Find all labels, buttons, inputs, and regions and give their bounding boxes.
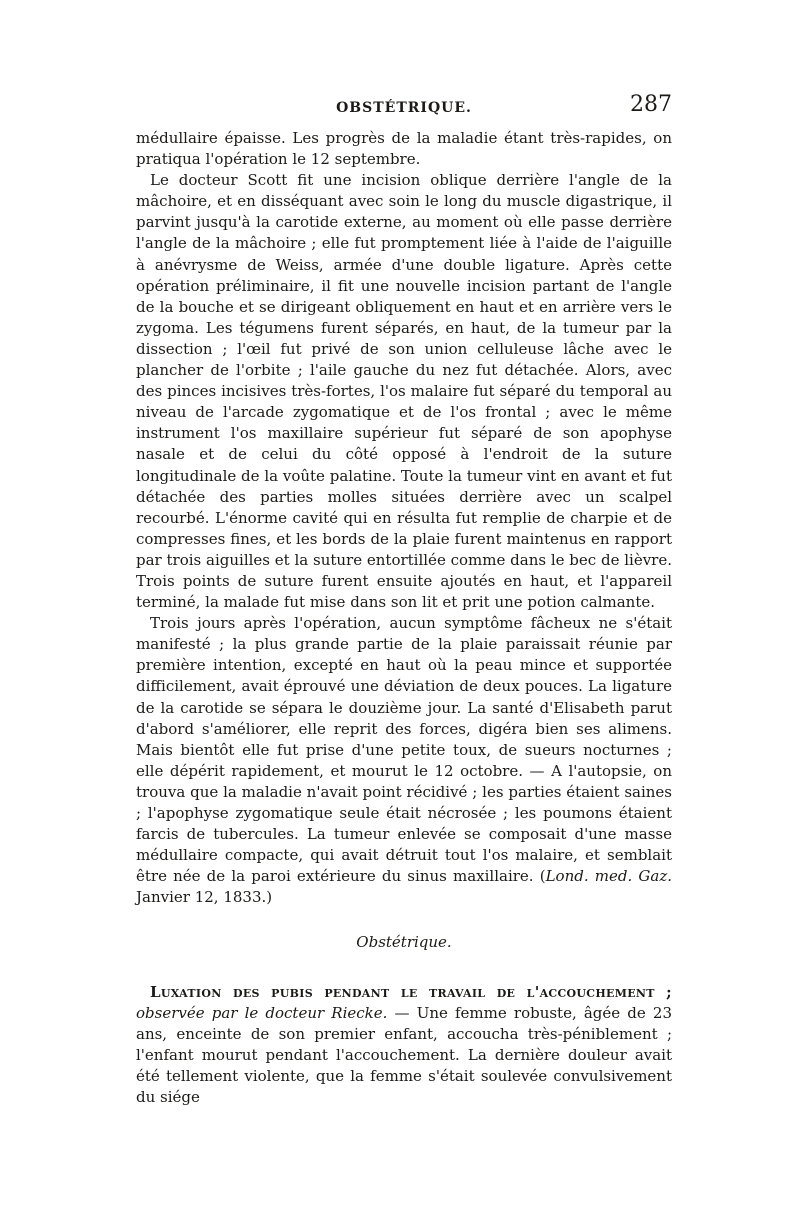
paragraph-outcome [136,613,672,908]
page-number: 287 [630,92,672,117]
running-title: OBSTÉTRIQUE. [336,100,472,116]
outcome-text: Trois jours après l'opération, aucun symptôme fâcheux ne s'était manifesté ; la plus grande partie de la plaie paraissait réunie par première intention, excepté en haut où la peau mince et supportée difficilement, avait éprouvé une déviation de deux pouces. La ligature de la carotide se sépara le douzième jour. La santé d'Elisabeth parut d'abord s'améliorer, elle reprit des forces, digéra bien ses alimens. Mais bientôt elle fut prise d'une petite toux, de sueurs nocturnes ; elle dépérit rapidement, et mourut le 12 octobre. — A l'autopsie, on trouva que la maladie n'avait point récidivé ; les parties étaient saines ; l'apophyse zygomatique seule était nécrosée ; les poumons étaient farcis de tubercules. La tumeur enlevée se composait d'une masse médullaire compacte, qui avait détruit tout l'os malaire, et semblait être née de la paroi extérieure du sinus maxillaire. ( [136,614,672,886]
citation-date: Janvier 12, 1833.) [136,888,273,907]
article-paragraph [136,982,672,1109]
body-text [136,128,672,1108]
article-text: — Une femme robuste, âgée de 23 ans, enceinte de son premier enfant, accoucha très-péniblement ; l'enfant mourut pendant l'accouchement. La dernière douleur avait été tellement violente, que la femme s'était soulevée convulsivement du siége [136,1003,672,1107]
section-title: Obstétrique. [356,933,452,952]
running-head [136,92,672,122]
paragraph-continuation: médullaire épaisse. Les progrès de la maladie étant très-rapides, on pratiqua l'opération le 12 septembre. [136,129,672,169]
article-heading: Luxation des pubis pendant le travail de l'accouchement ; [150,982,672,1001]
article-credit: observée par le docteur Riecke. [136,1003,388,1022]
citation-source: Lond. med. Gaz. [545,867,672,886]
paragraph-operation: Le docteur Scott fit une incision oblique derrière l'angle de la mâchoire, et en disséquant avec soin le long du muscle digastrique, il parvint jusqu'à la carotide externe, au moment où elle passe derrière l'angle de la mâchoire ; elle fut promptement liée à l'aide de l'aiguille à anévrysme de Weiss, armée d'une double ligature. Après cette opération préliminaire, il fit une nouvelle incision partant de l'angle de la bouche et se dirigeant obliquement en haut et en arrière vers le zygoma. Les tégumens furent séparés, en haut, de la tumeur par la dissection ; l'œil fut privé de son union celluleuse lâche avec le plancher de l'orbite ; l'aile gauche du nez fut détachée. Alors, avec des pinces incisives très-fortes, l'os malaire fut séparé du temporal au niveau de l'arcade zygomatique et de l'os frontal ; avec le même instrument l'os maxillaire supérieur fut séparé de son apophyse nasale et de celui du côté opposé à l'endroit de la suture longitudinale de la voûte palatine. Toute la tumeur vint en avant et fut détachée des parties molles situées derrière avec un scalpel recourbé. L'énorme cavité qui en résulta fut remplie de charpie et de compresses fines, et les bords de la plaie furent maintenus en rapport par trois aiguilles et la suture entortillée comme dans le bec de lièvre. Trois points de suture furent ensuite ajoutés en haut, et l'appareil terminé, la malade fut mise dans son lit et prit une potion calmante. [136,171,672,612]
